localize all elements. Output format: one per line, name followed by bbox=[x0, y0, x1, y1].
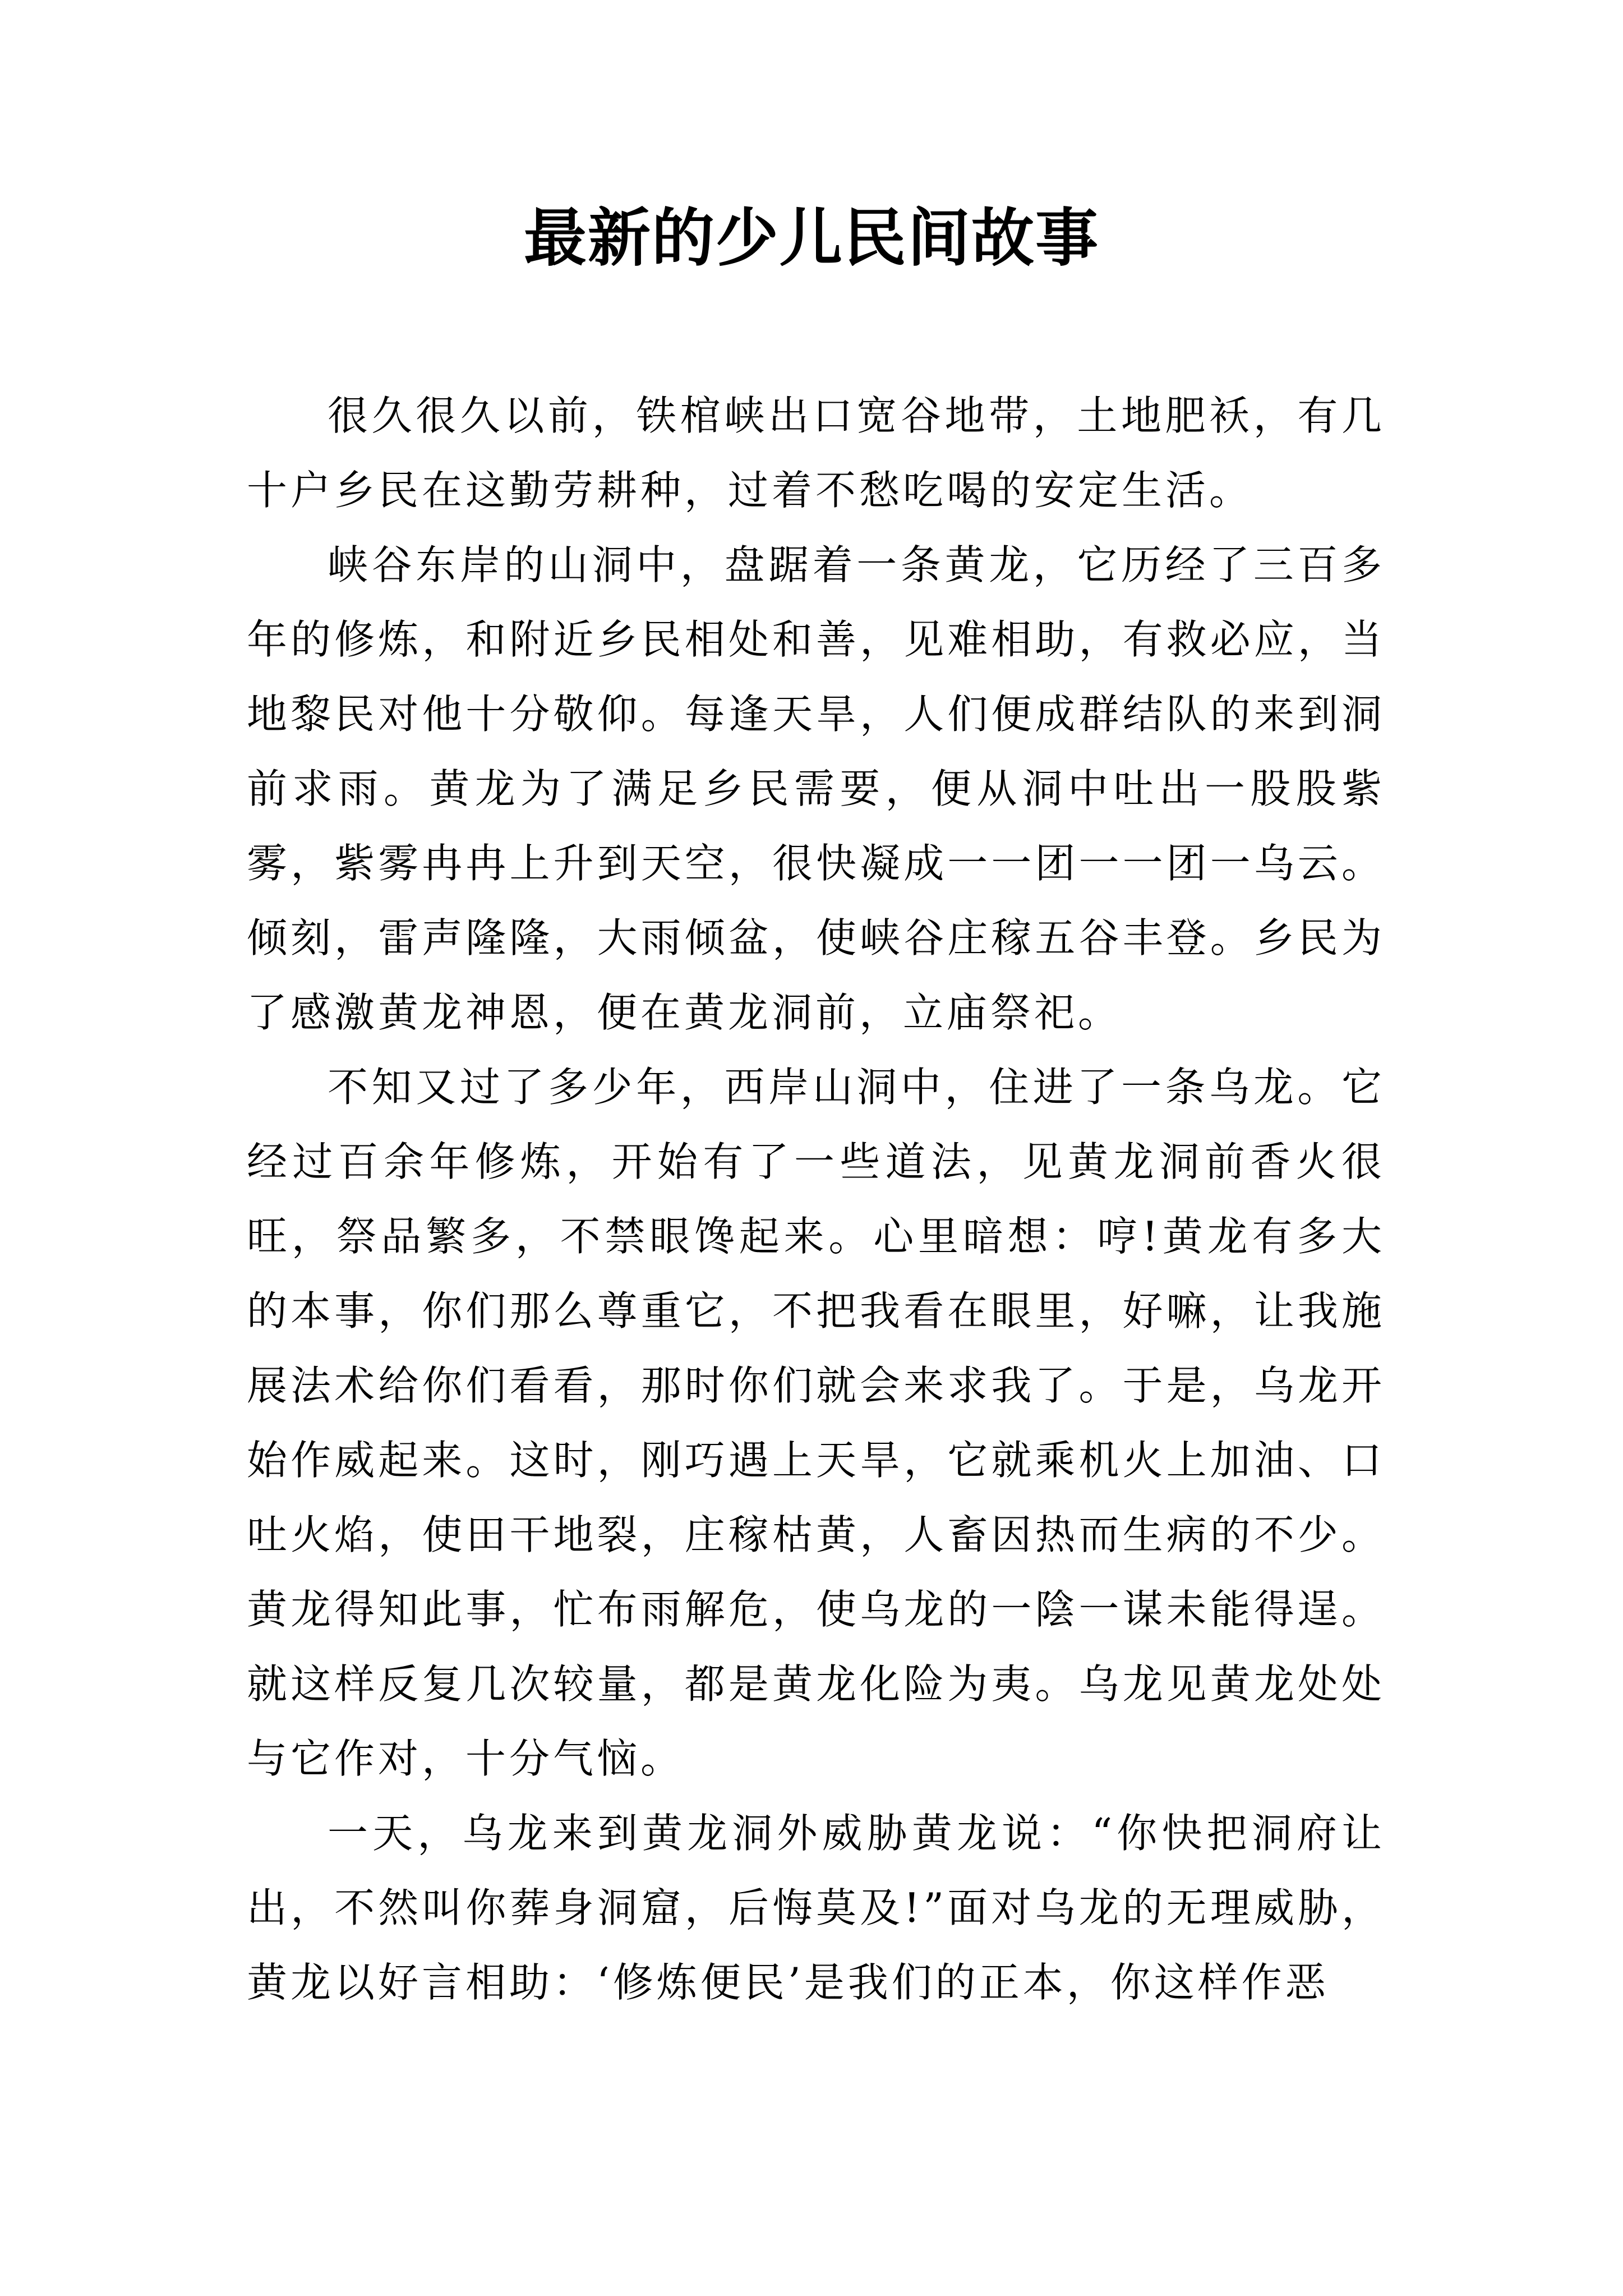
document-title: 最新的少儿民间故事 bbox=[524, 201, 1099, 275]
document-body bbox=[247, 379, 1385, 2020]
paragraph: 很久很久以前，铁棺峡出口宽谷地带，土地肥袄，有几十户乡民在这勤劳耕种，过着不愁吃喝的安定生活。 bbox=[247, 392, 1385, 514]
paragraph: 不知又过了多少年，西岸山洞中，住进了一条乌龙。它经过百余年修炼，开始有了一些道法，见黄龙洞前香火很旺，祭品繁多，不禁眼馋起来。心里暗想：哼!黄龙有多大的本事，你们那么尊重它，不把我看在眼里，好嘛，让我施展法术给你们看看，那时你们就会来求我了。于是，乌龙开始作威起来。这时，刚巧遇上天旱，它就乘机火上加油、口吐火焰，使田干地裂，庄稼枯黄，人畜因热而生病的不少。黄龙得知此事，忙布雨解危，使乌龙的一陰一谋未能得逞。就这样反复几次较量，都是黄龙化险为夷。乌龙见黄龙处处与它作对，十分气恼。 bbox=[247, 1064, 1385, 1782]
paragraph: 峡谷东岸的山洞中，盘踞着一条黄龙，它历经了三百多年的修炼，和附近乡民相处和善，见难相助，有救必应，当地黎民对他十分敬仰。每逢天旱，人们便成群结队的来到洞前求雨。黄龙为了满足乡民需要，便从洞中吐出一股股紫雾，紫雾冉冉上升到天空，很快凝成一一团一一团一乌云。倾刻，雷声隆隆，大雨倾盆，使峡谷庄稼五谷丰登。乡民为了感激黄龙神恩，便在黄龙洞前，立庙祭祀。 bbox=[247, 541, 1385, 1036]
paragraph: 一天，乌龙来到黄龙洞外威胁黄龙说：“你快把洞府让出，不然叫你葬身洞窟，后悔莫及!”面对乌龙的无理威胁，黄龙以好言相助：‘修炼便民’是我们的正本，你这样作恶 bbox=[247, 1810, 1385, 2006]
